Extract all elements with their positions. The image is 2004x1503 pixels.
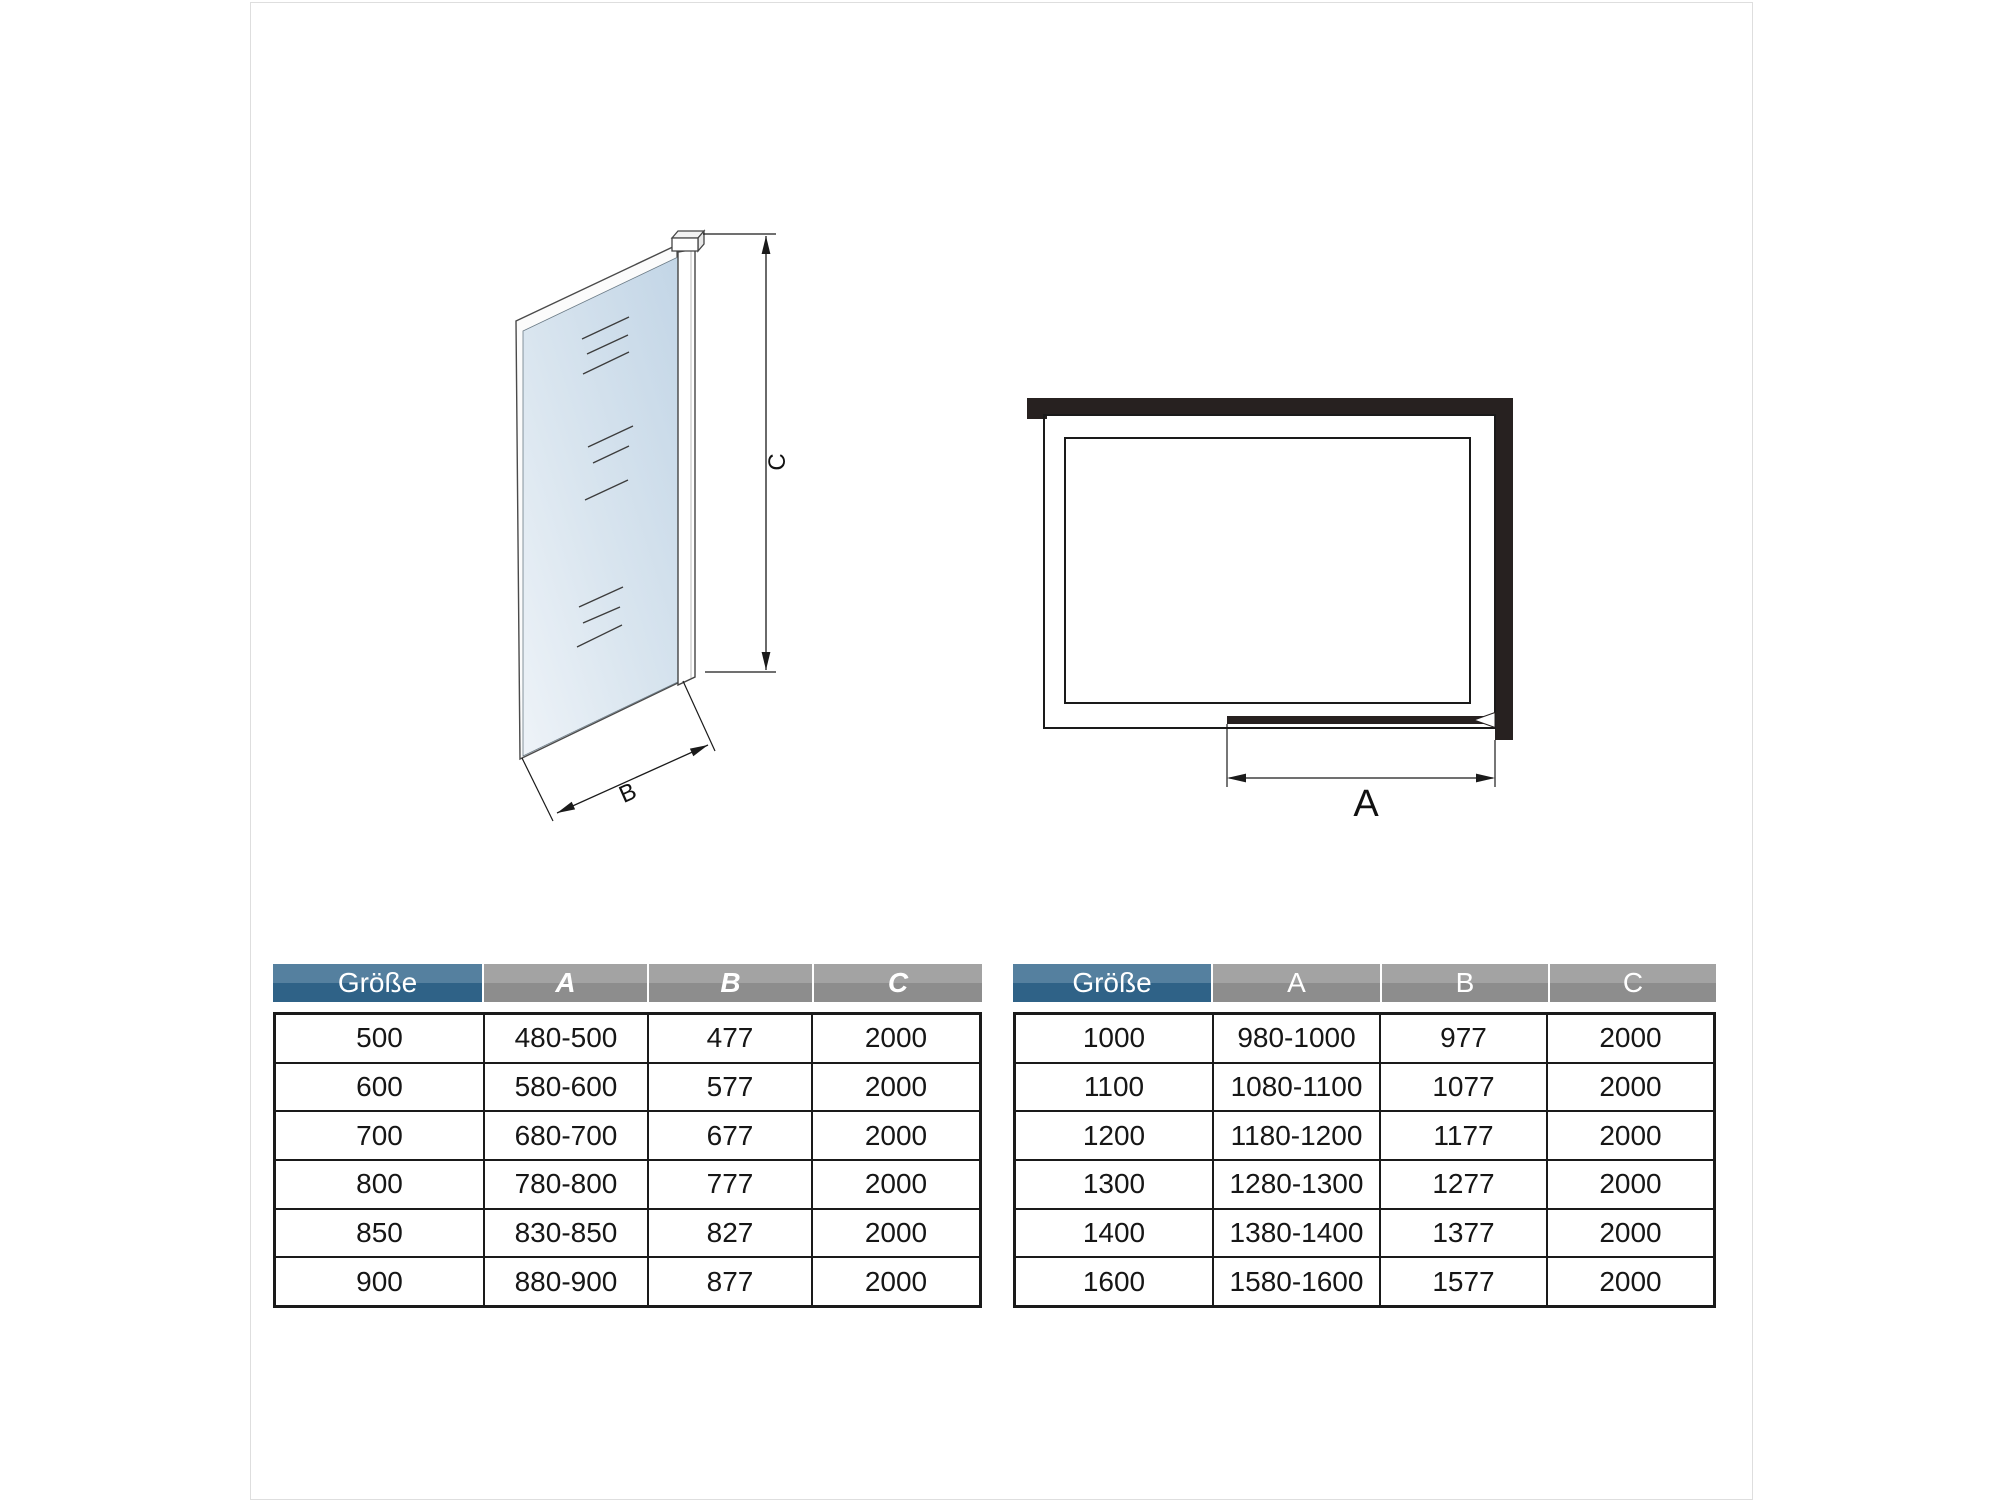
table-cell: 780-800 [485, 1161, 647, 1208]
table-cell: 1400 [1016, 1210, 1212, 1257]
column-header: B [1382, 964, 1548, 1002]
support-bar-connector [1474, 713, 1495, 728]
table-cell: 2000 [813, 1015, 979, 1062]
table-cell: 830-850 [485, 1210, 647, 1257]
table-cell: 1100 [1016, 1064, 1212, 1111]
table-cell: 900 [276, 1258, 483, 1305]
table-cell: 980-1000 [1214, 1015, 1379, 1062]
side-view-diagram [380, 150, 820, 870]
dimension-c-label: C [764, 453, 791, 471]
column-header-size: Größe [273, 964, 482, 1002]
table-cell: 600 [276, 1064, 483, 1111]
glass-outline-outer [1044, 415, 1495, 728]
table-cell: 2000 [813, 1210, 979, 1257]
table-cell: 2000 [813, 1258, 979, 1305]
dimension-b-label: B [615, 777, 641, 809]
column-header: A [1213, 964, 1380, 1002]
glass-panel [523, 257, 682, 756]
table-cell: 477 [649, 1015, 811, 1062]
table-cell: 680-700 [485, 1112, 647, 1159]
wall-bar-right [1495, 398, 1513, 740]
table-cell: 2000 [813, 1161, 979, 1208]
glass-outline-inner [1065, 438, 1470, 703]
table-cell: 877 [649, 1258, 811, 1305]
table-cell: 577 [649, 1064, 811, 1111]
size-table-large-body [1013, 1012, 1716, 1308]
dimension-c [703, 234, 776, 672]
table-cell: 1377 [1381, 1210, 1546, 1257]
column-header: C [1550, 964, 1716, 1002]
table-cell: 1180-1200 [1214, 1112, 1379, 1159]
table-cell: 1177 [1381, 1112, 1546, 1159]
table-cell: 2000 [1548, 1064, 1713, 1111]
profile-top-cap [672, 231, 704, 251]
table-cell: 2000 [1548, 1161, 1713, 1208]
table-cell: 1600 [1016, 1258, 1212, 1305]
table-cell: 1080-1100 [1214, 1064, 1379, 1111]
size-table-small-header [273, 964, 982, 1002]
size-table-large-header [1013, 964, 1716, 1002]
table-cell: 2000 [813, 1064, 979, 1111]
table-cell: 1000 [1016, 1015, 1212, 1062]
table-cell: 580-600 [485, 1064, 647, 1111]
table-cell: 850 [276, 1210, 483, 1257]
table-cell: 2000 [1548, 1015, 1713, 1062]
column-header: C [814, 964, 982, 1002]
table-cell: 1077 [1381, 1064, 1546, 1111]
column-header: B [649, 964, 812, 1002]
table-cell: 1277 [1381, 1161, 1546, 1208]
table-cell: 677 [649, 1112, 811, 1159]
column-header-size: Größe [1013, 964, 1211, 1002]
table-cell: 1280-1300 [1214, 1161, 1379, 1208]
dimension-a [1227, 724, 1495, 787]
support-bar [1227, 716, 1495, 724]
table-cell: 1580-1600 [1214, 1258, 1379, 1305]
table-cell: 827 [649, 1210, 811, 1257]
table-cell: 480-500 [485, 1015, 647, 1062]
table-cell: 977 [1381, 1015, 1546, 1062]
column-header: A [484, 964, 647, 1002]
table-cell: 500 [276, 1015, 483, 1062]
table-cell: 2000 [1548, 1112, 1713, 1159]
table-cell: 2000 [813, 1112, 979, 1159]
table-cell: 1200 [1016, 1112, 1212, 1159]
table-cell: 2000 [1548, 1258, 1713, 1305]
wall-profile-bar [678, 249, 695, 685]
plan-view-diagram [1010, 380, 1530, 830]
wall-bar-top [1027, 398, 1513, 415]
table-cell: 800 [276, 1161, 483, 1208]
table-cell: 700 [276, 1112, 483, 1159]
table-cell: 1577 [1381, 1258, 1546, 1305]
table-cell: 777 [649, 1161, 811, 1208]
table-cell: 2000 [1548, 1210, 1713, 1257]
table-cell: 880-900 [485, 1258, 647, 1305]
table-cell: 1300 [1016, 1161, 1212, 1208]
dimension-a-label: A [1353, 783, 1379, 825]
table-cell: 1380-1400 [1214, 1210, 1379, 1257]
size-table-small-body [273, 1012, 982, 1308]
